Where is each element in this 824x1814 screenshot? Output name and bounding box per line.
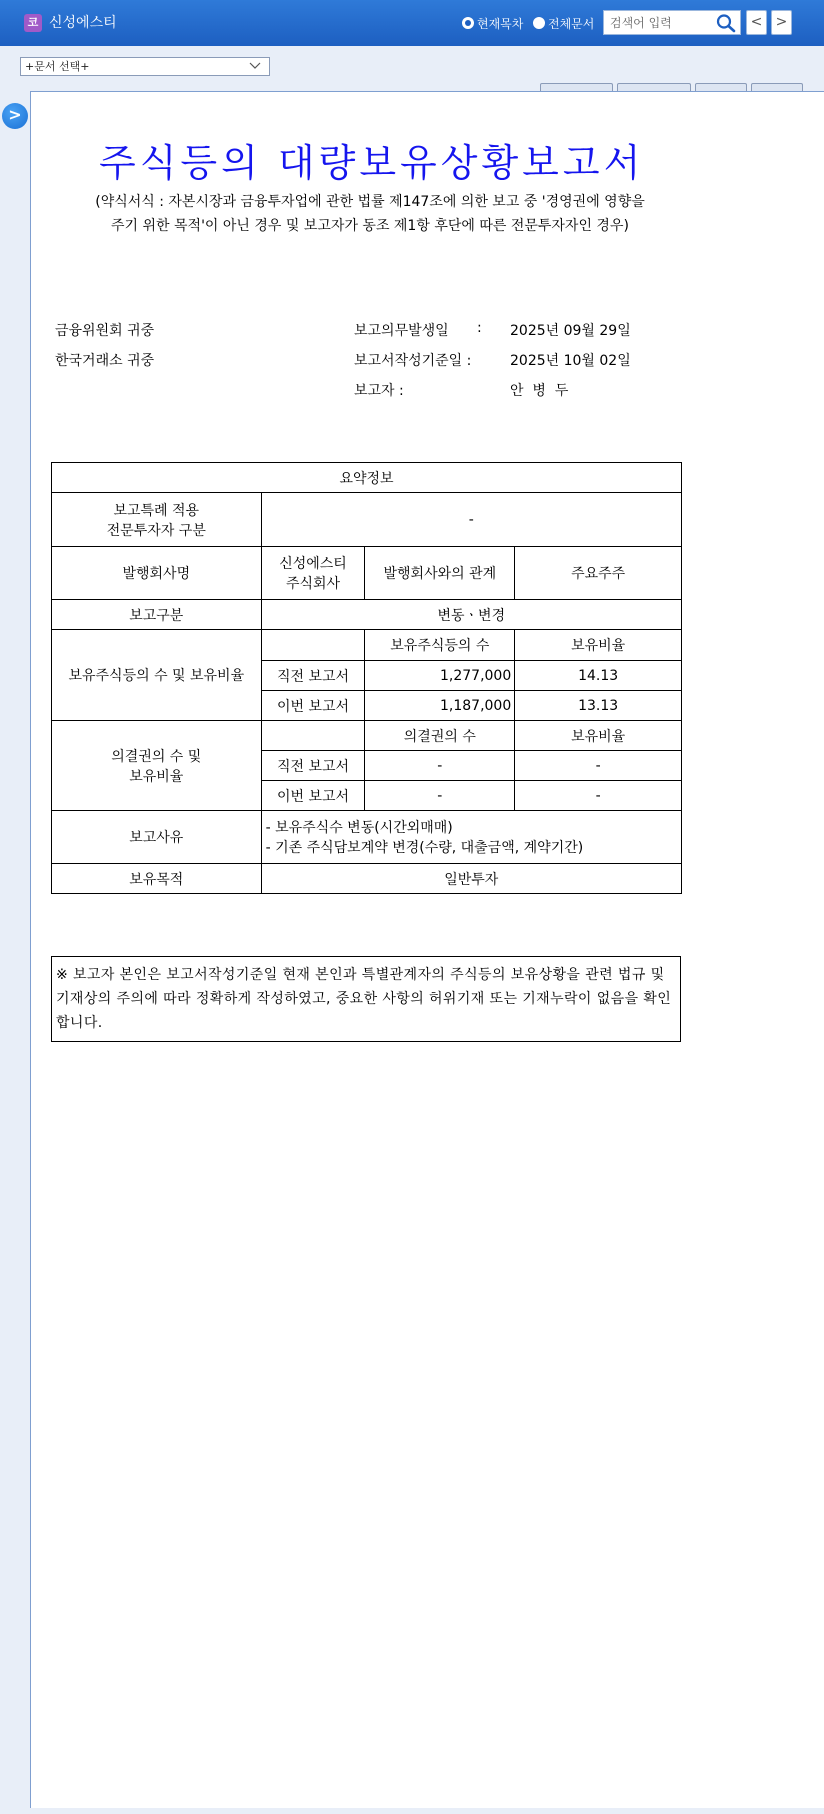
next-result-button[interactable]: > [771, 10, 792, 35]
special-case-label [52, 493, 262, 547]
voting-prev-label: 직전 보고서 [261, 751, 365, 781]
voting-this-ratio: - [515, 781, 682, 811]
radio-checked-icon[interactable] [462, 17, 474, 29]
company-name: 신성에스티 [49, 15, 117, 31]
relation-label: 발행회사와의 관계 [365, 547, 515, 600]
voting-this-count: - [365, 781, 515, 811]
obligation-date-colon: : [477, 320, 482, 336]
radio-current-toc[interactable] [462, 14, 523, 32]
obligation-date: 2025년 09월 29일 [510, 323, 631, 339]
top-bar [0, 0, 824, 46]
radio-current-toc-label: 현재목차 [477, 16, 524, 31]
document-viewer [30, 91, 824, 1808]
voting-label [52, 721, 262, 811]
holding-prev-shares: 1,277,000 [365, 661, 515, 691]
voting-label-line-2: 보유비율 [129, 768, 184, 785]
addressee-fsc: 금융위원회 귀중 [55, 323, 155, 339]
voting-prev-count: - [365, 751, 515, 781]
holding-header-blank [261, 630, 365, 661]
voting-count-header: 의결권의 수 [365, 721, 515, 751]
summary-table [51, 462, 682, 894]
document-select[interactable] [20, 57, 270, 76]
special-case-label-line-1: 보고특례 적용 [113, 502, 200, 519]
reporter-label: 보고자 : [354, 383, 404, 399]
search-box [603, 10, 741, 35]
subtitle-line-2: 주기 위한 목적'이 아닌 경우 및 보고자가 동조 제1항 후단에 따른 전문투자자인 경우) [111, 218, 629, 234]
holding-this-ratio: 13.13 [515, 691, 682, 721]
search-input[interactable] [604, 11, 714, 34]
base-date-label: 보고서작성기준일 : [354, 353, 472, 369]
radio-unchecked-icon[interactable] [533, 17, 545, 29]
radio-full-document[interactable] [533, 14, 594, 32]
holding-shares-header: 보유주식등의 수 [365, 630, 515, 661]
obligation-date-label: 보고의무발생일 [354, 323, 449, 339]
voting-header-blank [261, 721, 365, 751]
prev-result-button[interactable]: < [746, 10, 767, 35]
document-select-value: +문서 선택+ [25, 60, 90, 73]
voting-label-line-1: 의결권의 수 및 [111, 748, 202, 765]
voting-ratio-header: 보유비율 [515, 721, 682, 751]
holding-prev-label: 직전 보고서 [261, 661, 365, 691]
special-case-label-line-2: 전문투자자 구분 [106, 522, 206, 539]
search-icon[interactable] [715, 13, 737, 33]
voting-this-label: 이번 보고서 [261, 781, 365, 811]
reason-line-1: - 보유주식수 변동(시간외매매) [265, 820, 453, 836]
holding-label: 보유주식등의 수 및 보유비율 [52, 630, 262, 721]
summary-heading: 요약정보 [52, 463, 682, 493]
addressee-krx: 한국거래소 귀중 [55, 353, 155, 369]
radio-full-document-label: 전체문서 [548, 16, 595, 31]
relation-value: 주요주주 [515, 547, 682, 600]
holding-prev-ratio: 14.13 [515, 661, 682, 691]
reason-line-2: - 기존 주식담보계약 변경(수량, 대출금액, 계약기간) [265, 840, 584, 856]
document-subtitle [60, 190, 680, 238]
reason-label: 보고사유 [52, 811, 262, 864]
subtitle-line-1: (약식서식 : 자본시장과 금융투자업에 관한 법률 제147조에 의한 보고 중 '경영권에 영향을 [95, 194, 645, 210]
special-case-value: - [261, 493, 681, 547]
issuer-name [261, 547, 365, 600]
base-date: 2025년 10월 02일 [510, 353, 631, 369]
issuer-name-line-1: 신성에스티 [279, 556, 347, 572]
confirmation-notice: ※ 보고자 본인은 보고서작성기준일 현재 본인과 특별관계자의 주식등의 보유상황을 관련 법규 및 기재상의 주의에 따라 정확하게 작성하였고, 중요한 사항의 허위기재 또는 기재누락이 없음을 확인합니다. [51, 956, 681, 1042]
issuer-label: 발행회사명 [52, 547, 262, 600]
holding-this-label: 이번 보고서 [261, 691, 365, 721]
holding-this-shares: 1,187,000 [365, 691, 515, 721]
chevron-down-icon [249, 60, 261, 72]
issuer-name-line-2: 주식회사 [285, 576, 341, 592]
company-logo-icon: 코 [24, 14, 42, 32]
holding-ratio-header: 보유비율 [515, 630, 682, 661]
reporter-name: 안 병 두 [510, 383, 569, 399]
purpose-value: 일반투자 [261, 864, 681, 894]
document-title: 주식등의 대량보유상황보고서 [99, 141, 645, 185]
purpose-label: 보유목적 [52, 864, 262, 894]
reason-value [261, 811, 681, 864]
voting-prev-ratio: - [515, 751, 682, 781]
report-type-value: 변동ㆍ변경 [261, 600, 681, 630]
report-type-label: 보고구분 [52, 600, 262, 630]
sidebar-toggle-button[interactable]: > [2, 103, 28, 129]
